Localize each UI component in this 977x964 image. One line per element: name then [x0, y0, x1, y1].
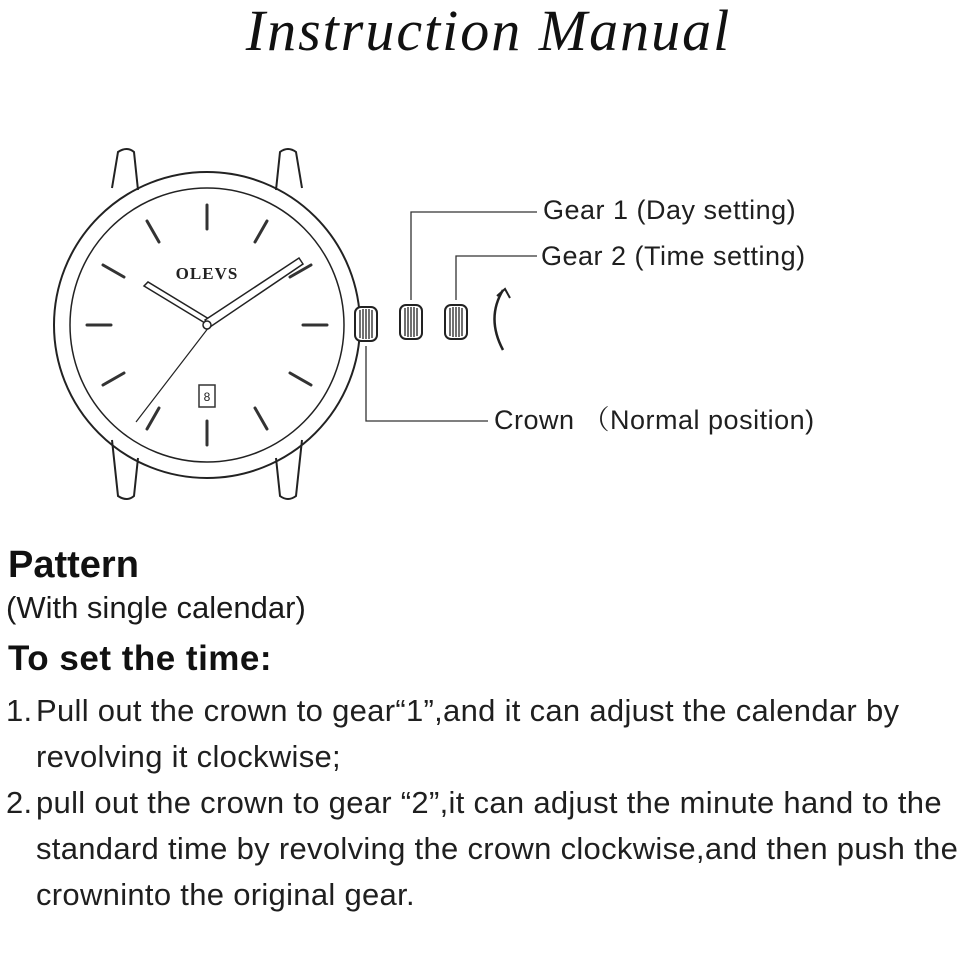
center-pin: [203, 321, 211, 329]
crown-icon: [355, 307, 377, 341]
gear1-label: Gear 1 (Day setting): [543, 195, 797, 225]
manual-title: Instruction Manual: [245, 0, 732, 63]
date-value: 8: [203, 390, 211, 404]
instruction-step-2: [6, 780, 966, 918]
step-text: Pull out the crown to gear“1”,and it can adjust the calendar by revolving it clockwise;: [36, 693, 900, 774]
gear1-crown-icon: [400, 305, 422, 339]
brand-logo: OLEVS: [175, 264, 239, 283]
step-number: 1.: [6, 693, 33, 728]
pattern-heading: Pattern: [8, 544, 139, 586]
lug-top-left: [112, 149, 138, 190]
instruction-step-1: [6, 688, 966, 780]
lug-top-right: [276, 149, 302, 190]
step-text: pull out the crown to gear “2”,it can adjust the minute hand to the standard time by revolving the crown clockwise,and then push the crowninto the original gear.: [36, 785, 959, 912]
instructions-heading: To set the time:: [8, 639, 273, 678]
second-hand: [136, 327, 209, 422]
gear2-crown-icon: [445, 305, 467, 339]
instruction-steps: [6, 688, 966, 918]
rotate-clockwise-icon: [495, 289, 511, 350]
crown-label: Crown （Normal position): [494, 405, 815, 435]
pattern-subheading: (With single calendar): [6, 590, 306, 625]
gear2-label: Gear 2 (Time setting): [541, 241, 806, 271]
hour-hand: [144, 282, 209, 323]
step-number: 2.: [6, 785, 33, 820]
